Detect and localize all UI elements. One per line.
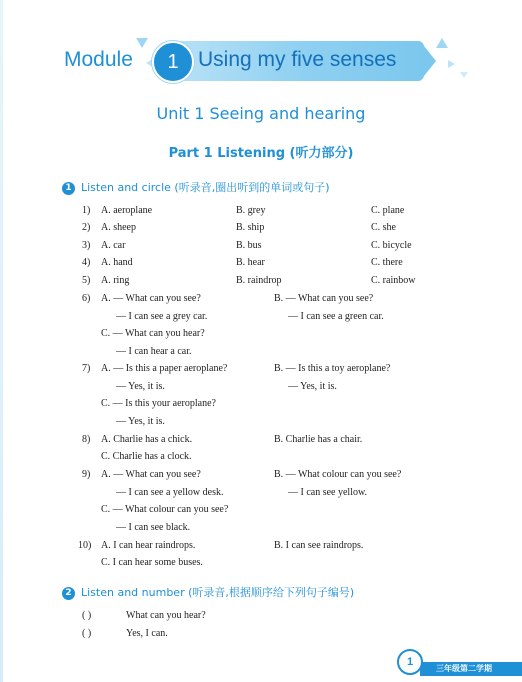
section-title: Listen and circle (听录音,圈出听到的单词或句子)	[81, 181, 330, 194]
decor-triangle	[136, 38, 148, 48]
question-number: 10)	[78, 540, 92, 551]
option-b: B. I can see raindrops.	[274, 540, 364, 551]
option-b: B. raindrop	[236, 275, 282, 286]
sentence-text: Yes, I can.	[126, 628, 168, 639]
option-a: A. I can hear raindrops.	[101, 540, 196, 551]
section-number-badge: 2	[62, 587, 75, 600]
option-a: A. sheep	[101, 222, 136, 233]
option-b: B. grey	[236, 205, 266, 216]
option-c: C. bicycle	[371, 240, 412, 251]
option-b-line-2: — Yes, it is.	[288, 381, 337, 392]
option-b: B. ship	[236, 222, 265, 233]
option-c-line-1: C. — Is this your aeroplane?	[101, 398, 216, 409]
option-c: C. Charlie has a clock.	[101, 451, 192, 462]
question-number: 1)	[82, 205, 91, 216]
option-a: A. Charlie has a chick.	[101, 434, 193, 445]
option-c: C. plane	[371, 205, 405, 216]
question-number: 6)	[82, 293, 91, 304]
grade-label: 三年级第二学期	[436, 664, 492, 673]
section-heading-2	[62, 584, 354, 600]
question-number: 9)	[82, 469, 91, 480]
question-number: 3)	[82, 240, 91, 251]
decor-triangle	[436, 38, 448, 48]
module-label: Module	[64, 48, 133, 71]
option-b: B. bus	[236, 240, 262, 251]
option-b-line-1: B. — What can you see?	[274, 293, 374, 304]
option-c-line-1: C. — What can you hear?	[101, 328, 205, 339]
section-heading-1	[62, 179, 330, 195]
option-b-line-1: B. — Is this a toy aeroplane?	[274, 363, 391, 374]
module-number-badge: 1	[152, 41, 194, 83]
question-number: 4)	[82, 257, 91, 268]
option-a-line-1: A. — What can you see?	[101, 293, 201, 304]
option-b-line-2: — I can see a green car.	[288, 311, 384, 322]
option-c-line-2: — I can see black.	[116, 522, 191, 533]
question-number: 2)	[82, 222, 91, 233]
option-c: C. rainbow	[371, 275, 416, 286]
option-a: A. hand	[101, 257, 133, 268]
page-number: 1	[397, 649, 423, 675]
option-a: A. car	[101, 240, 126, 251]
decor-triangle	[460, 72, 468, 78]
question-number: 7)	[82, 363, 91, 374]
option-c-line-1: C. — What colour can you see?	[101, 504, 229, 515]
option-a-line-2: — Yes, it is.	[116, 381, 165, 392]
option-a-line-2: — I can see a yellow desk.	[116, 487, 224, 498]
option-c: C. she	[371, 222, 396, 233]
option-a: A. aeroplane	[101, 205, 153, 216]
option-b: B. Charlie has a chair.	[274, 434, 363, 445]
question-number: 5)	[82, 275, 91, 286]
option-c: C. there	[371, 257, 403, 268]
page-edge-strip	[0, 0, 3, 682]
decor-triangle	[448, 60, 455, 68]
option-c-line-2: — I can hear a car.	[116, 346, 192, 357]
answer-blank[interactable]: ( )	[82, 628, 92, 639]
option-a-line-1: A. — Is this a paper aeroplane?	[101, 363, 228, 374]
module-title: Using my five senses	[198, 48, 397, 71]
option-b: B. hear	[236, 257, 265, 268]
section-number-badge: 1	[62, 182, 75, 195]
option-c-line-2: — Yes, it is.	[116, 416, 165, 427]
unit-title: Unit 1 Seeing and hearing	[156, 104, 366, 123]
option-a-line-2: — I can see a grey car.	[116, 311, 208, 322]
answer-blank[interactable]: ( )	[82, 610, 92, 621]
question-number: 8)	[82, 434, 91, 445]
part-title: Part 1 Listening (听力部分)	[168, 146, 354, 161]
option-c: C. I can hear some buses.	[101, 557, 203, 568]
module-banner-arrow	[420, 41, 436, 81]
section-title: Listen and number (听录音,根据顺序给下列句子编号)	[81, 586, 355, 599]
option-b-line-1: B. — What colour can you see?	[274, 469, 402, 480]
option-a-line-1: A. — What can you see?	[101, 469, 201, 480]
option-a: A. ring	[101, 275, 130, 286]
option-b-line-2: — I can see yellow.	[288, 487, 368, 498]
sentence-text: What can you hear?	[126, 610, 206, 621]
